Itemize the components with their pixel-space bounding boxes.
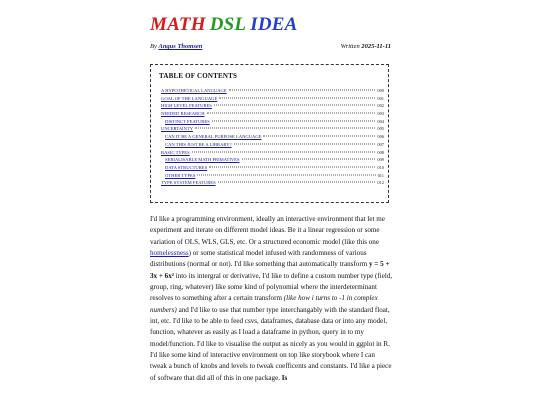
by-label: By [150,43,157,50]
toc-number: 002 [377,103,384,109]
toc-number: 001 [377,95,384,101]
toc-link[interactable]: BASIC TYPES [161,149,190,155]
toc-leader [192,151,376,152]
toc-link[interactable]: TYPE SYSTEM FEATURES [161,180,216,186]
written-label: Written [340,43,360,50]
toc-subitem [161,141,384,149]
paragraph-text: into its intergral or derivative, I'd like to define a custom number type (field, group, ring, whatever) like some kind of polynomial where the interdeterminant resolves to something after a certain transform [150,271,393,303]
toc-number: 000 [377,88,384,93]
formula: y = 5 + 3x + 6x² [150,260,390,280]
toc-subitem [161,133,384,141]
toc-number: 003 [377,111,384,117]
toc-leader [242,159,376,160]
toc-heading: TABLE OF CONTENTS [159,72,238,80]
toc-item [161,179,384,187]
toc-number: 010 [377,164,384,170]
toc-item [161,110,384,118]
toc-link[interactable]: NEEDED RESEARCH [161,111,205,117]
toc-leader [212,120,376,121]
table-of-contents [150,64,389,203]
paragraph-text: ) or some statistical model infused with randomness of various distributions (normal or not). I'd like something that automatically transform [150,249,369,269]
toc-number: 008 [377,149,384,155]
author-link[interactable]: Angus Thomsen [158,43,203,50]
toc-leader [234,143,376,144]
toc-leader [263,136,375,137]
toc-number: 007 [377,141,384,147]
toc-link[interactable]: SERIALISABLE MATH PRIMATIVES [165,157,240,163]
toc-leader [219,97,375,98]
toc-subitem [161,164,384,172]
toc-item [161,149,384,157]
homelessness-link[interactable]: homelessness [150,249,189,258]
toc-leader [218,182,376,183]
toc-leader [197,174,375,175]
toc-link[interactable]: GOAL OF THE LANGUAGE [161,95,218,101]
toc-item [161,95,384,103]
ggplot-link[interactable]: gg [356,339,364,348]
toc-number: 005 [377,126,384,132]
page-title [150,14,301,36]
paragraph-text: plot in R. I'd like some kind of interactive environment on top like storybook where I can tweak a bunch of knobs and levels to tweak coefficents and constants. I'd like a piece of software that did all of this in one package. [150,339,392,382]
bold-text: Is [281,373,288,382]
toc-link[interactable]: OTHER TYPES [165,172,196,178]
toc-link[interactable]: DISTINCT FEATURES [165,118,210,124]
toc-number: 012 [377,180,384,186]
toc-list [161,87,384,187]
toc-link[interactable]: DATA STRUCTURES [165,164,208,170]
toc-leader [209,166,375,167]
title-word-math: MATH [150,14,206,35]
paragraph-text: I'd like a programming environment, ideally an interactive environment that let me experiment and iterate on different model ideas. Be it a linear regression or some variation of OLS, WLS, GLS, etc. Or a structured economic model (like this one [150,215,385,246]
italic-note: (like how i turns to -1 in complex numbers) [150,294,378,314]
date-value: 2025-11-11 [361,43,391,50]
toc-leader [207,113,376,114]
toc-item [161,102,384,110]
toc-number: 006 [377,134,384,140]
toc-subitem [161,156,384,164]
article-paragraph [150,214,393,384]
toc-number: 009 [377,157,384,163]
written-date [341,43,391,51]
toc-leader [195,128,375,129]
title-word-dsl: DSL [209,14,247,35]
toc-item [161,125,384,133]
toc-item [161,87,384,95]
toc-link[interactable]: CAN IT BE A GENERAL PURPOSE LANGUAGE [165,134,262,140]
byline [150,43,391,51]
toc-subitem [161,118,384,126]
toc-leader [214,105,376,106]
toc-link[interactable]: HIGH LEVEL FEATURES [161,103,212,109]
toc-link[interactable]: UNCERTAINTY [161,126,194,132]
toc-link[interactable]: CAN THIS JUST BE A LIBRARY? [165,141,232,147]
toc-number: 011 [377,172,384,178]
toc-number: 004 [377,118,384,124]
toc-leader [229,90,376,91]
title-word-idea: IDEA [250,14,298,35]
toc-link[interactable]: A HYPOTHETICAL LANGUAGE [161,88,227,93]
toc-subitem [161,172,384,180]
paragraph-text: and I'd like to use that number type interchangably with the standard float, int, etc. I'd like to be able to feed csvs, dataframes, database data or into any model, function, whatever as easily as I load a dataframe in python, query in to my model/function. I'd like to visualise the output as nicely as you would in [150,305,390,348]
